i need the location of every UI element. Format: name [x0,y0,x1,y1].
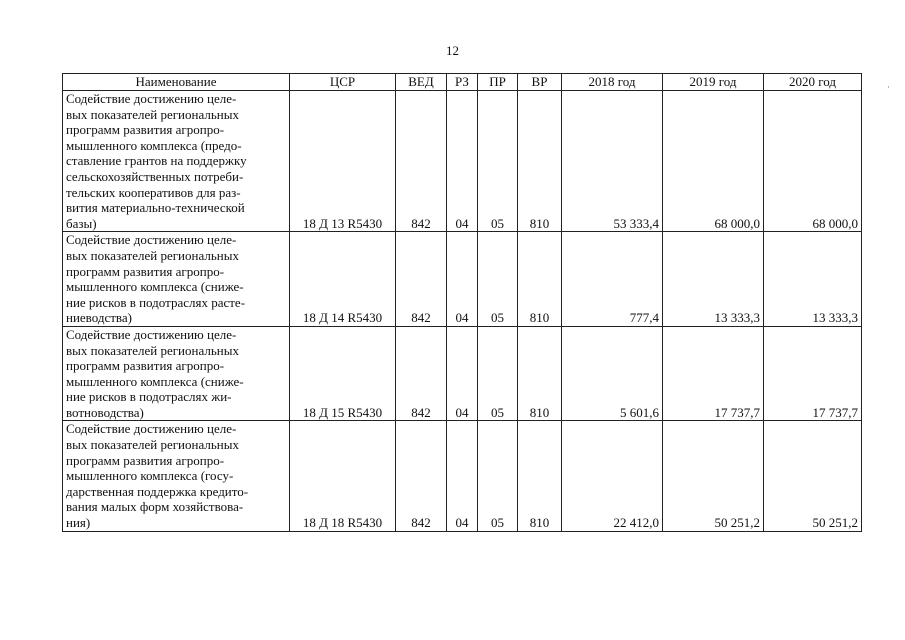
row-2019: 13 333,3 [663,232,764,327]
row-rz: 04 [447,421,478,531]
table-header-row [63,74,862,91]
row-ved: 842 [396,91,447,232]
header-2018: 2018 год [562,74,663,91]
row-2018: 22 412,0 [562,421,663,531]
table-row [63,232,862,327]
row-2019: 17 737,7 [663,326,764,421]
row-ved: 842 [396,232,447,327]
header-vr: ВР [518,74,562,91]
row-pr: 05 [478,91,518,232]
row-2018: 53 333,4 [562,91,663,232]
row-2018: 5 601,6 [562,326,663,421]
row-pr: 05 [478,326,518,421]
row-vr: 810 [518,326,562,421]
row-name: Содействие достижению целе- вых показателей региональных программ развития агропро- мышленного комплекса (сниже- ние рисков в подотраслях жи- вотноводства) [63,326,290,421]
table-row [63,326,862,421]
row-2019: 68 000,0 [663,91,764,232]
row-pr: 05 [478,232,518,327]
row-2020: 13 333,3 [764,232,862,327]
header-name: Наименование [63,74,290,91]
row-csr: 18 Д 14 R5430 [290,232,396,327]
row-rz: 04 [447,326,478,421]
row-vr: 810 [518,91,562,232]
row-rz: 04 [447,232,478,327]
row-2020: 68 000,0 [764,91,862,232]
row-pr: 05 [478,421,518,531]
row-2020: 50 251,2 [764,421,862,531]
row-vr: 810 [518,421,562,531]
header-2020: 2020 год [764,74,862,91]
page-number: 12 [446,43,459,58]
header-rz: РЗ [447,74,478,91]
header-pr: ПР [478,74,518,91]
row-rz: 04 [447,91,478,232]
row-2020: 17 737,7 [764,326,862,421]
row-csr: 18 Д 18 R5430 [290,421,396,531]
row-name: Содействие достижению целе- вых показателей региональных программ развития агропро- мышленного комплекса (предо- ставление грантов на поддержку сельскохозяйственных потреби- тельских кооперативов для раз- вития материально-технической базы) [63,91,290,232]
header-2019: 2019 год [663,74,764,91]
row-name: Содействие достижению целе- вых показателей региональных программ развития агропро- мышленного комплекса (сниже- ние рисков в подотраслях расте- ниеводства) [63,232,290,327]
header-csr: ЦСР [290,74,396,91]
row-name: Содействие достижению целе- вых показателей региональных программ развития агропро- мышленного комплекса (госу- дарственная поддержка кредито- вания малых форм хозяйствова- ния) [63,421,290,531]
margin-mark: · [887,82,890,92]
row-2018: 777,4 [562,232,663,327]
header-ved: ВЕД [396,74,447,91]
row-ved: 842 [396,326,447,421]
table-row [63,91,862,232]
table-row [63,421,862,531]
row-2019: 50 251,2 [663,421,764,531]
row-vr: 810 [518,232,562,327]
row-csr: 18 Д 13 R5430 [290,91,396,232]
budget-table [62,73,862,532]
row-csr: 18 Д 15 R5430 [290,326,396,421]
row-ved: 842 [396,421,447,531]
